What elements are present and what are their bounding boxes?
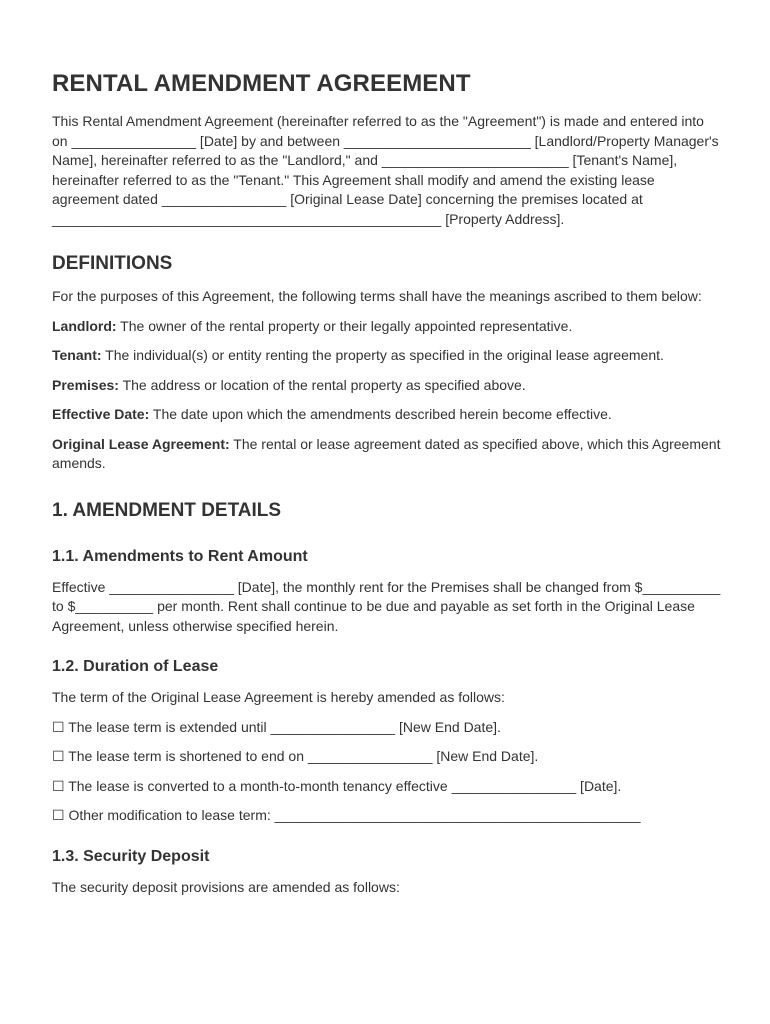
definition-text: The rental or lease agreement dated as specified above, which this Agreement amends.: [52, 435, 721, 471]
definition-item: [52, 317, 722, 337]
definition-text: The owner of the rental property or their legally appointed representative.: [116, 317, 573, 334]
security-deposit-lead: The security deposit provisions are amended as follows:: [52, 878, 400, 895]
subsection-1-1-heading: 1.1. Amendments to Rent Amount: [52, 547, 308, 565]
section-1-heading: 1. AMENDMENT DETAILS: [52, 499, 282, 521]
definition-item: [52, 405, 722, 425]
definition-term: Effective Date:: [52, 406, 150, 422]
duration-option: ☐ The lease term is shortened to end on ________________ [New End Date].: [52, 748, 539, 764]
definitions-lead: For the purposes of this Agreement, the following terms shall have the meanings ascribed to them below:: [52, 288, 702, 304]
subsection-1-3-heading: 1.3. Security Deposit: [52, 847, 210, 865]
definition-text: The address or location of the rental property as specified above.: [118, 376, 526, 393]
definition-term: Tenant:: [52, 347, 102, 363]
document-title: RENTAL AMENDMENT AGREEMENT: [52, 70, 471, 97]
definition-item: [52, 376, 722, 396]
duration-option: ☐ The lease term is extended until ________________ [New End Date].: [52, 718, 501, 735]
definition-term: Original Lease Agreement:: [52, 435, 230, 452]
definition-item: [52, 346, 722, 366]
rent-amount-paragraph: Effective ________________ [Date], the monthly rent for the Premises shall be changed from $__________ to $__________ per month. Rent shall continue to be due and payable as set forth in the Original Lease Agreement, unless otherwise specified herein.: [52, 578, 721, 634]
intro-paragraph: This Rental Amendment Agreement (hereinafter referred to as the "Agreement") is made and entered into on ________________ [Date] by and between ________________________ [Landlord/Property Manager's Name], hereinafter referred to as the "Landlord," and ________________________ [Tenant's Name], hereinafter referred to as the "Tenant." This Agreement shall modify and amend the existing lease agreement dated ________________ [Original Lease Date] concerning the premises located at __________________________________________________ [Property Address].: [52, 113, 719, 227]
document-page: [52, 70, 722, 907]
definitions-heading: DEFINITIONS: [52, 253, 173, 274]
definition-term: Landlord:: [52, 317, 117, 334]
definition-text: The individual(s) or entity renting the property as specified in the original lease agreement.: [101, 347, 664, 363]
definition-term: Premises:: [52, 376, 119, 393]
definition-text: The date upon which the amendments described herein become effective.: [149, 406, 612, 422]
duration-lead: The term of the Original Lease Agreement is hereby amended as follows:: [52, 689, 505, 705]
duration-option: ☐ The lease is converted to a month-to-month tenancy effective ________________ [Date].: [52, 777, 622, 794]
definition-item: [52, 435, 722, 474]
duration-option: ☐ Other modification to lease term: _______________________________________________: [52, 807, 641, 823]
subsection-1-2-heading: 1.2. Duration of Lease: [52, 658, 219, 675]
